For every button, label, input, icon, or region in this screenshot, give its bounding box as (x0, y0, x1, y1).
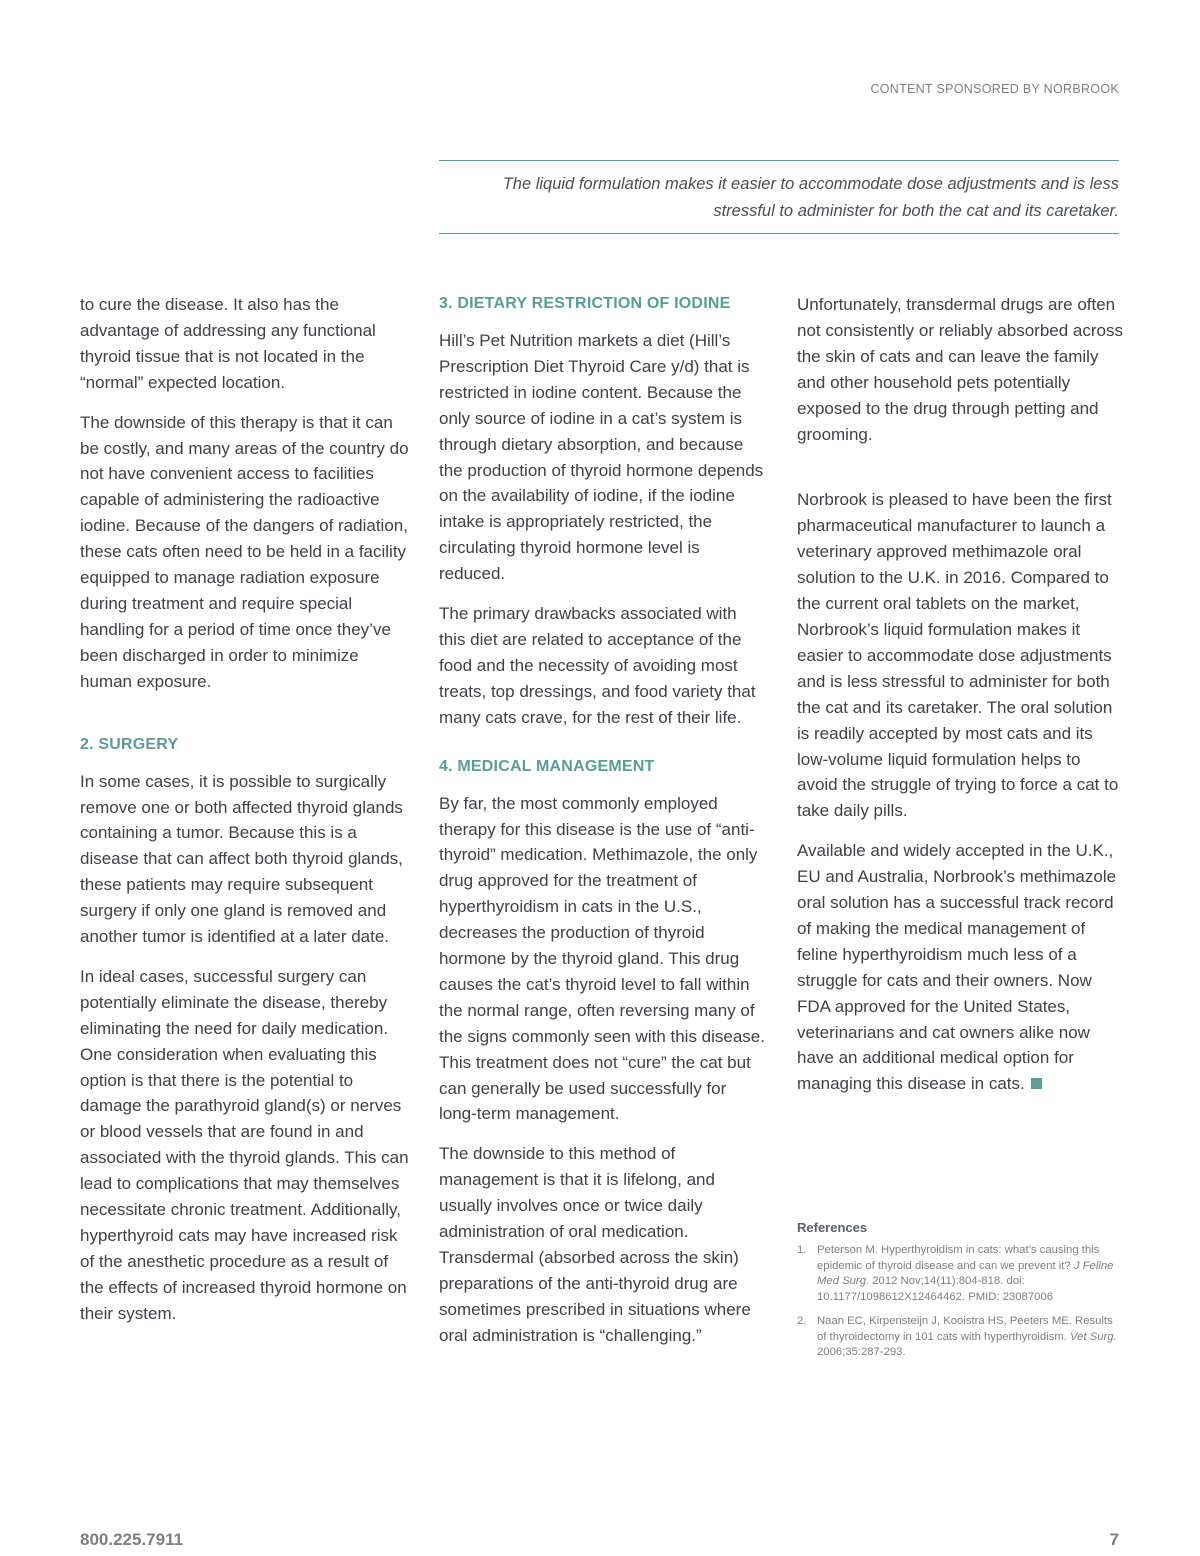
paragraph: Norbrook is pleased to have been the first pharmaceutical manufacturer to launch a veterinary approved methimazole oral solution to the U.K. in 2016. Compared to the current oral tablets on the market, Norbrook’s liquid formulation makes it easier to accommodate dose adjustments and is less stressful to administer for both the cat and its caretaker. The oral solution is readily accepted by most cats and its low-volume liquid formulation helps to avoid the struggle of trying to force a cat to take daily pills. (797, 490, 1119, 821)
end-of-article-square-icon (1031, 1078, 1042, 1089)
reference-number: 1. (797, 1244, 807, 1256)
paragraph-final (797, 838, 1125, 1097)
references-list (797, 1243, 1119, 1361)
reference-citation: 2006;35:287-293. (817, 1346, 906, 1358)
pull-quote (439, 160, 1119, 234)
reference-journal: Vet Surg. (1070, 1330, 1117, 1343)
section-heading-dietary-restriction: 3. DIETARY RESTRICTION OF IODINE (439, 295, 731, 312)
section-heading-medical-management: 4. MEDICAL MANAGEMENT (439, 757, 655, 775)
reference-journal: J Feline Med Surg. (817, 1259, 1114, 1287)
column-2 (439, 292, 767, 1363)
paragraph: Hill’s Pet Nutrition markets a diet (Hill’s Prescription Diet Thyroid Care y/d) that is restricted in iodine content. Because the only source of iodine in a cat’s system is through dietary absorption, and because the production of thyroid hormone depends on the availability of iodine, if the iodine intake is appropriately restricted, the circulating thyroid hormone level is reduced. (439, 331, 764, 584)
reference-text: Naan EC, Kirpensteijn J, Kooistra HS, Peeters ME. Results of thyroidectomy in 101 cats with hyperthyroidism. (817, 1315, 1113, 1343)
column-1 (80, 292, 410, 1341)
sponsor-label: CONTENT SPONSORED BY NORBROOK (870, 82, 1119, 96)
paragraph: The downside of this therapy is that it can be costly, and many areas of the country do not have convenient access to facilities capable of administering the radioactive iodine. Because of the dangers of radiation, these cats often need to be held in a facility equipped to manage radiation exposure during treatment and require special handling for a period of time once they’ve been discharged in order to minimize human exposure. (80, 412, 409, 691)
paragraph: The downside to this method of management is that it is lifelong, and usually involves once or twice daily administration of oral medication. Transdermal (absorbed across the skin) preparations of the anti-thyroid drug are sometimes prescribed in situations where oral administration is “challenging.” (439, 1144, 751, 1345)
reference-number: 2. (797, 1315, 807, 1327)
column-3 (797, 292, 1125, 1111)
reference-item (797, 1243, 1119, 1305)
section-heading-surgery: 2. SURGERY (80, 735, 179, 753)
pull-quote-text: The liquid formulation makes it easier to accommodate dose adjustments and is less stressful to administer for both the cat and its caretaker. (502, 175, 1119, 220)
reference-citation: 2012 Nov;14(11):804-818. doi: 10.1177/1098612X12464462. PMID: 23087006 (817, 1275, 1053, 1303)
paragraph-text: Available and widely accepted in the U.K., EU and Australia, Norbrook’s methimazole oral solution has a successful track record of making the medical management of feline hyperthyroidism much less of a struggle for cats and their owners. Now FDA approved for the United States, veterinarians and cat owners alike now have an additional medical option for managing this disease in cats. (797, 841, 1117, 1094)
paragraph: By far, the most commonly employed therapy for this disease is the use of “anti-thyroid” medication. Methimazole, the only drug approved for the treatment of hyperthyroidism in cats in the U.S., decreases the production of thyroid hormone by the thyroid gland. This drug causes the cat’s thyroid level to fall within the normal range, often reversing many of the signs commonly seen with this disease. This treatment does not “cure” the cat but can generally be used successfully for long-term management. (439, 793, 765, 1124)
footer-phone-number: 800.225.7911 (80, 1530, 184, 1549)
paragraph: The primary drawbacks associated with this diet are related to acceptance of the food and the necessity of avoiding most treats, top dressings, and food variety that many cats crave, for the rest of their life. (439, 604, 756, 727)
paragraph: In ideal cases, successful surgery can potentially eliminate the disease, thereby eliminating the need for daily medication. One consideration when evaluating this option is that there is the potential to damage the parathyroid gland(s) or nerves or blood vessels that are found in and associated with the thyroid glands. This can lead to complications that may themselves necessitate chronic treatment. Additionally, hyperthyroid cats may have increased risk of the anesthetic procedure as a result of the effects of increased thyroid hormone on their system. (80, 966, 409, 1323)
reference-item (797, 1314, 1119, 1361)
paragraph: to cure the disease. It also has the advantage of addressing any functional thyroid tissue that is not located in the “normal” expected location. (80, 295, 376, 392)
paragraph: In some cases, it is possible to surgically remove one or both affected thyroid glands containing a tumor. Because this is a disease that can affect both thyroid glands, these patients may require subsequent surgery if only one gland is removed and another tumor is identified at a later date. (80, 771, 403, 947)
references (797, 1220, 1119, 1370)
references-heading: References (797, 1220, 868, 1235)
page-number: 7 (1109, 1530, 1119, 1549)
paragraph: Unfortunately, transdermal drugs are often not consistently or reliably absorbed across the skin of cats and can leave the family and other household pets potentially exposed to the drug through petting and grooming. (797, 295, 1123, 444)
reference-text: Peterson M. Hyperthyroidism in cats: what’s causing this epidemic of thyroid disease and can we prevent it? (817, 1244, 1100, 1272)
